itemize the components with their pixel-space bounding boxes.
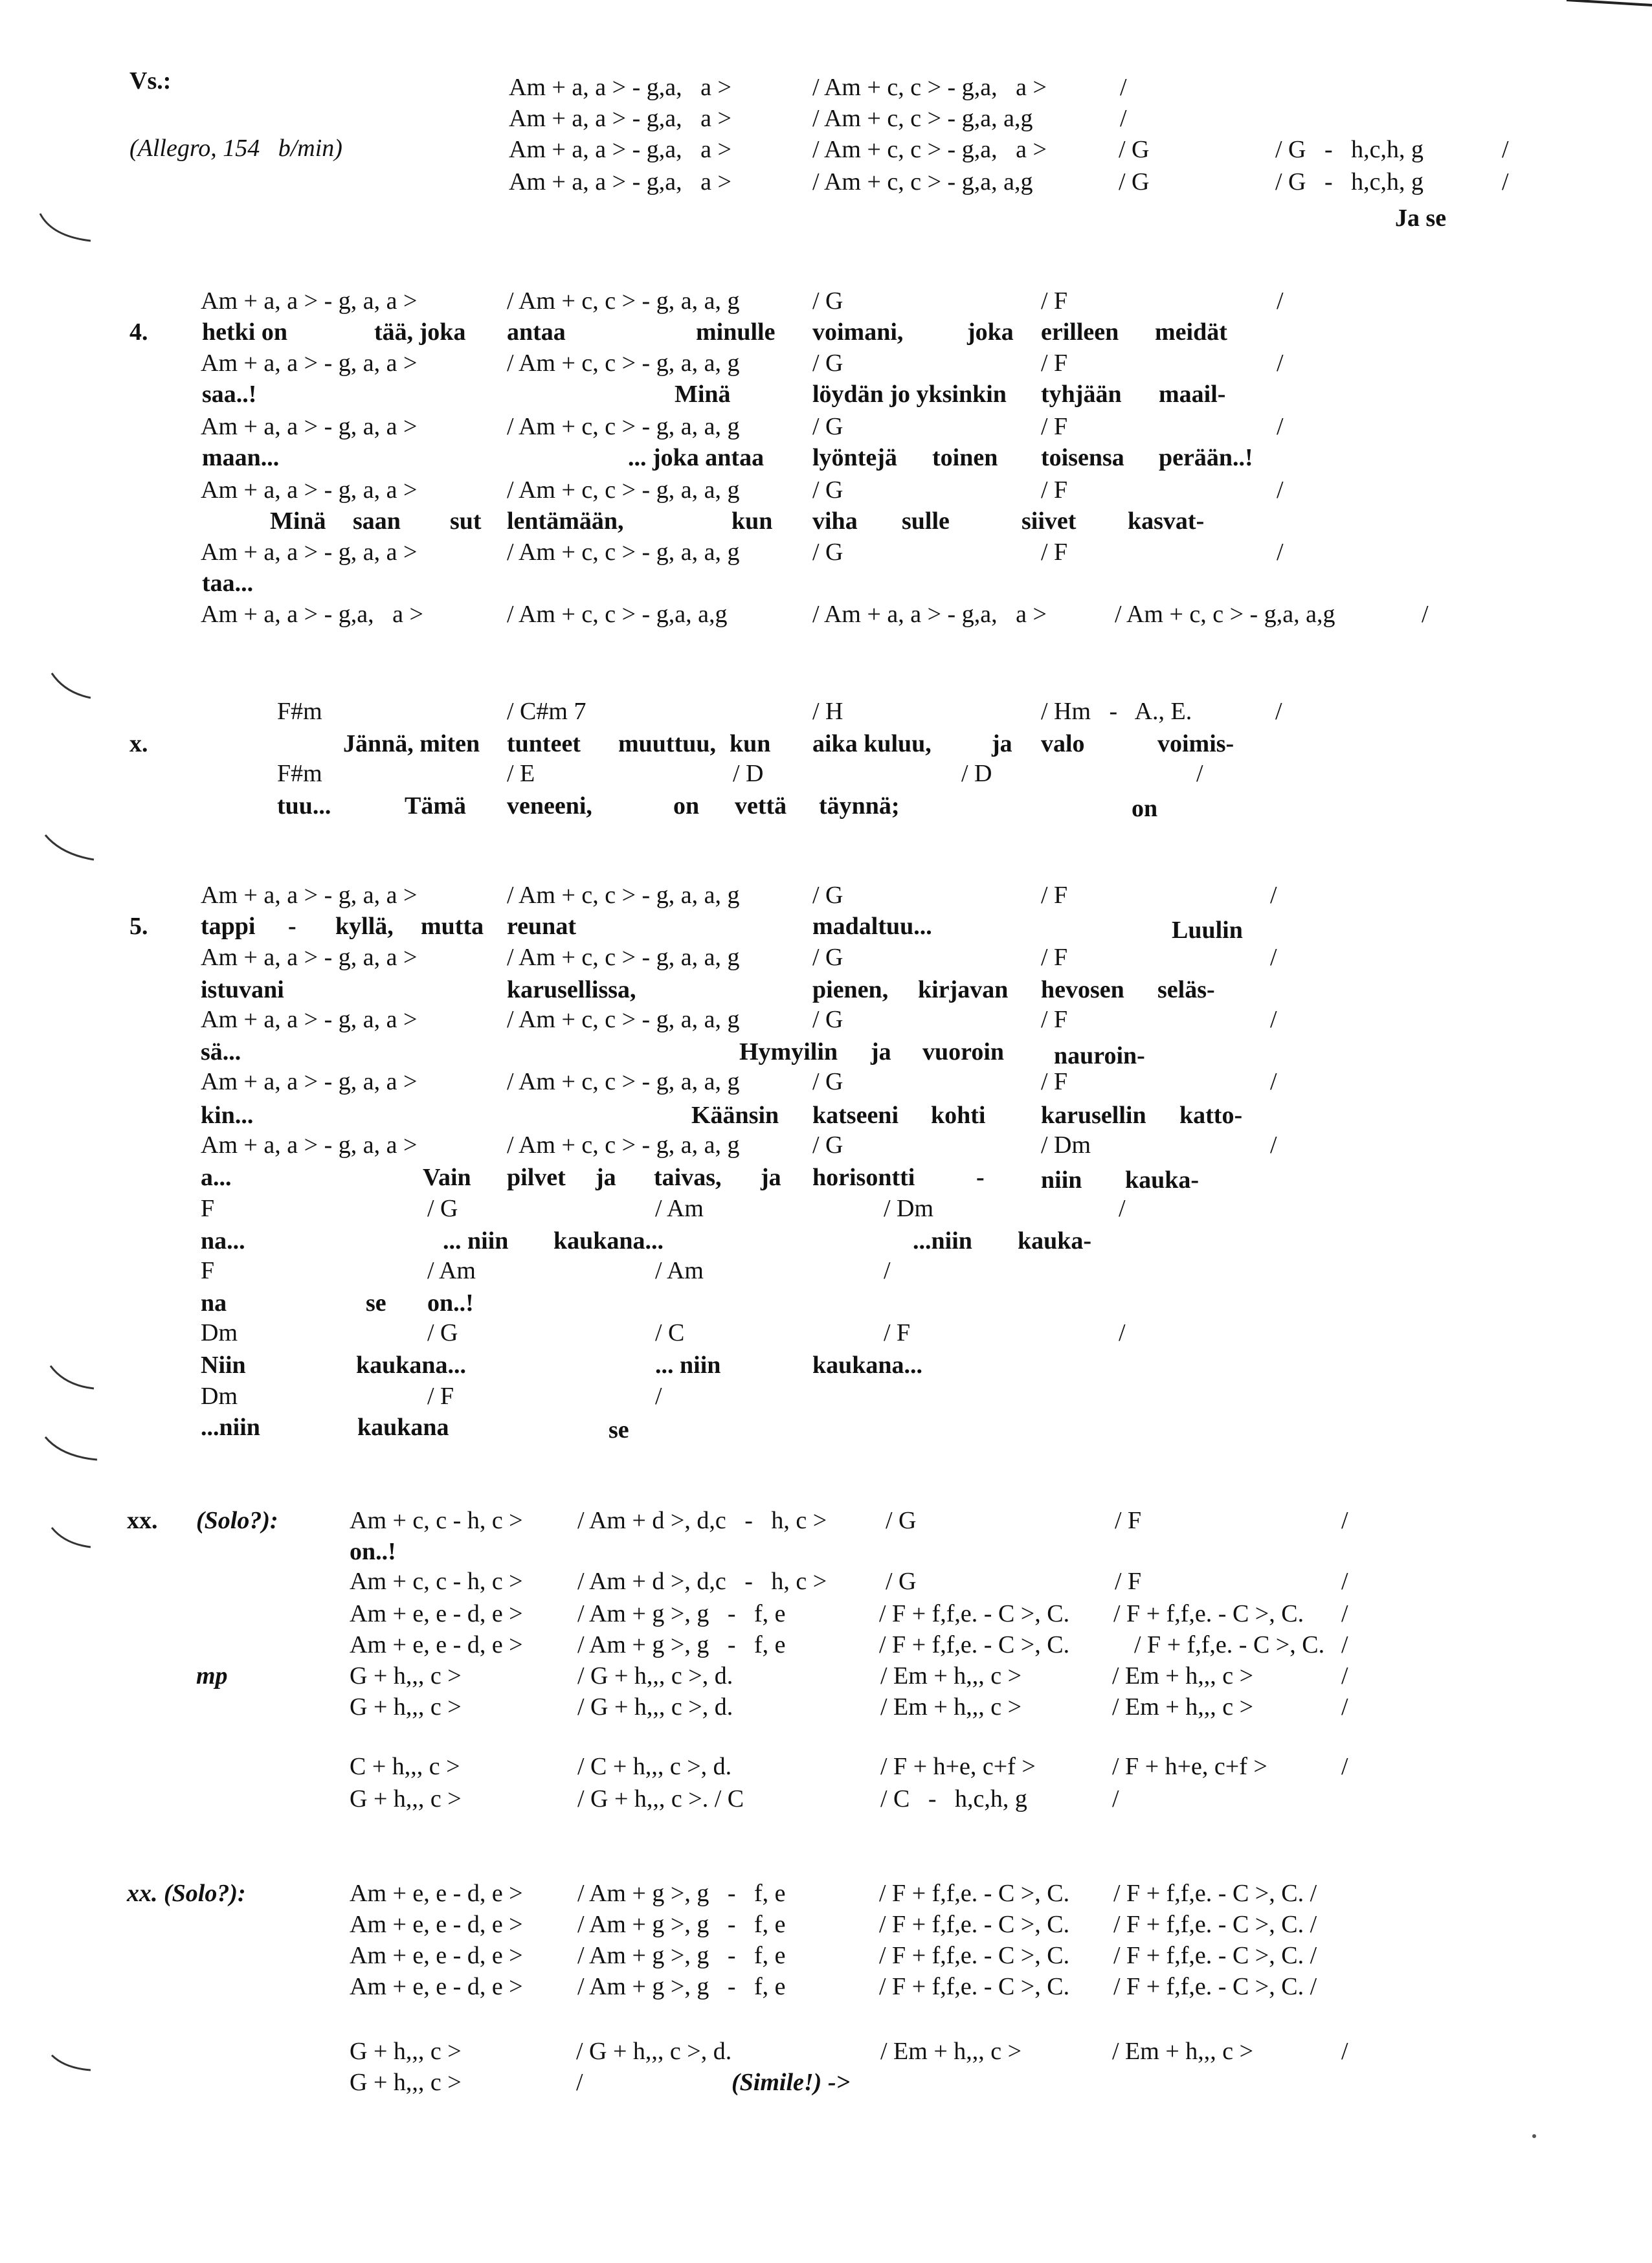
lyric-word: niin	[1041, 1166, 1082, 1194]
lyric-word: ... niin	[443, 1227, 509, 1254]
chord-cell: / F + f,f,e. - C >, C. /	[1113, 1973, 1317, 2000]
chord-cell: / Am + c, c > - g, a, a, g	[507, 539, 740, 566]
bar-line: /	[1120, 105, 1127, 132]
chord-cell: / Dm	[884, 1195, 934, 1222]
lyric-word: tappi	[201, 913, 256, 940]
bar-line: /	[1270, 944, 1277, 971]
chord-cell: / F	[1041, 1006, 1068, 1033]
lyric-word: se	[366, 1289, 386, 1317]
lyric-word: karusellin	[1041, 1102, 1146, 1129]
chord-cell: / G + h,,, c >, d.	[577, 1693, 733, 1721]
lyric-word: on	[1132, 795, 1158, 822]
lyric-word: kaukana...	[553, 1227, 664, 1254]
chord-cell: / F + h+e, c+f >	[880, 1753, 1036, 1780]
chord-cell: / G	[812, 1006, 843, 1033]
simile-marking: (Simile!) ->	[731, 2069, 851, 2096]
chord-cell: / Am + g >, g - f, e	[577, 1600, 786, 1627]
chord-cell: G + h,,, c >	[350, 2069, 462, 2096]
chord-cell: / Am + c, c > - g,a, a,g	[1115, 601, 1335, 628]
lyric-word: ja	[761, 1164, 781, 1191]
chord-cell: Am + a, a > - g, a, a >	[201, 1068, 418, 1095]
chord-cell: / F	[1115, 1568, 1142, 1595]
bar-line: /	[1341, 1600, 1348, 1627]
lyric-word: maail-	[1159, 381, 1226, 408]
chord-cell: / F	[1115, 1507, 1142, 1534]
lyric-word: antaa	[507, 318, 566, 346]
chord-cell: / F	[1041, 413, 1068, 440]
chord-cell: / Am + g >, g - f, e	[577, 1942, 786, 1969]
chord-cell: / G	[812, 350, 843, 377]
lyric-word: kin...	[201, 1102, 254, 1129]
dynamic-marking: mp	[196, 1662, 228, 1689]
chord-cell: / F + f,f,e. - C >, C. /	[1113, 1880, 1317, 1907]
lyric-word: nauroin-	[1054, 1042, 1145, 1069]
lyric-word: perään..!	[1159, 444, 1253, 471]
chord-cell: Am + e, e - d, e >	[350, 1911, 523, 1938]
chord-cell: / Am + g >, g - f, e	[577, 1631, 786, 1658]
chord-cell: / Em + h,,, c >	[880, 1693, 1022, 1721]
chord-cell: / Am + c, c > - g,a, a,g	[812, 168, 1033, 195]
bar-line: /	[1341, 2038, 1348, 2065]
chord-cell: / Am + d >, d,c - h, c >	[577, 1568, 827, 1595]
chord-cell: / Am + c, c > - g, a, a, g	[507, 944, 740, 971]
bar-line: /	[1120, 74, 1127, 101]
chord-cell: / G - h,c,h, g	[1275, 168, 1424, 195]
chord-cell: / Am + c, c > - g,a, a >	[812, 136, 1047, 163]
chord-cell: / F + f,f,e. - C >, C. /	[1113, 1911, 1317, 1938]
chord-cell: Am + a, a > - g,a, a >	[509, 168, 731, 195]
chord-cell: Am + a, a > - g, a, a >	[201, 476, 418, 504]
chord-cell: Am + e, e - d, e >	[350, 1973, 523, 2000]
chord-cell: / G	[812, 882, 843, 909]
chord-cell: / Am + c, c > - g,a, a >	[812, 74, 1047, 101]
lyric-word: na...	[201, 1227, 245, 1254]
bar-line: /	[1502, 136, 1509, 163]
lyric-word: Luulin	[1172, 917, 1243, 944]
chord-cell: / F + f,f,e. - C >, C. /	[1113, 1942, 1317, 1969]
chord-cell: / F	[884, 1319, 911, 1346]
chord-cell: / Am + c, c > - g,a, a,g	[812, 105, 1033, 132]
chord-cell: / G + h,,, c >, d.	[577, 1662, 733, 1689]
lyric-word: toisensa	[1041, 444, 1124, 471]
lyric-word: Hymyilin	[739, 1038, 838, 1065]
lyric-word: erilleen	[1041, 318, 1119, 346]
chord-cell: / Am + a, a > - g,a, a >	[812, 601, 1047, 628]
chord-cell: / Am + c, c > - g, a, a, g	[507, 287, 740, 315]
chord-cell: F#m	[277, 698, 322, 725]
lyric-word: kaukana	[357, 1414, 449, 1441]
chord-cell: F	[201, 1257, 215, 1284]
chord-cell: / G	[1119, 136, 1150, 163]
lyric-word: reunat	[507, 913, 576, 940]
lyric-word: kohti	[931, 1102, 986, 1129]
chord-cell: Am + a, a > - g, a, a >	[201, 882, 418, 909]
chord-cell: / D	[961, 760, 992, 787]
lyric-pickup: Ja se	[1395, 205, 1447, 232]
lyric-word: lentämään,	[507, 507, 624, 535]
lyric-word: kaukana...	[356, 1352, 467, 1379]
chord-cell: / Em + h,,, c >	[1112, 1662, 1254, 1689]
chord-cell: Am + e, e - d, e >	[350, 1942, 523, 1969]
chord-cell: / Am	[655, 1195, 704, 1222]
bar-line: /	[1341, 1568, 1348, 1595]
bar-line: /	[1277, 413, 1284, 440]
chord-cell: / F	[427, 1383, 454, 1410]
lyric-word: ...niin	[201, 1414, 260, 1441]
chord-cell: / F + f,f,e. - C >, C.	[879, 1973, 1070, 2000]
lyric-word: vuoroin	[922, 1038, 1005, 1065]
lyric-word: muuttuu,	[618, 730, 716, 757]
section-label-vs: Vs.:	[129, 67, 172, 95]
lyric-word: mutta	[421, 913, 484, 940]
bar-line: /	[1270, 1132, 1277, 1159]
lyric-word: aika kuluu,	[812, 730, 932, 757]
chord-cell: / Am + c, c > - g, a, a, g	[507, 882, 740, 909]
chord-cell: Am + a, a > - g, a, a >	[201, 944, 418, 971]
lyric-word: kun	[731, 507, 773, 535]
chord-cell: Am + a, a > - g, a, a >	[201, 350, 418, 377]
chord-cell: F	[201, 1195, 215, 1222]
bar-line: /	[1119, 1195, 1126, 1222]
lyric-word: ... niin	[655, 1352, 721, 1379]
chord-cell: Am + e, e - d, e >	[350, 1600, 523, 1627]
lyric-word: sä...	[201, 1038, 241, 1065]
chord-cell: / G	[427, 1319, 458, 1346]
chord-cell: Am + a, a > - g,a, a >	[509, 74, 731, 101]
lyric-word: hevosen	[1041, 976, 1124, 1003]
chord-cell: / G - h,c,h, g	[1275, 136, 1424, 163]
lyric-word: Niin	[201, 1352, 246, 1379]
chord-cell: / G	[812, 1068, 843, 1095]
chord-cell: / F	[1041, 287, 1068, 315]
chord-cell: Am + a, a > - g,a, a >	[201, 601, 423, 628]
chord-cell: / F + h+e, c+f >	[1112, 1753, 1267, 1780]
lyric-word: ...niin	[913, 1227, 972, 1254]
lyric-word: Minä	[675, 381, 731, 408]
lyric-word: on	[673, 792, 700, 819]
lyric-word: se	[608, 1416, 629, 1444]
chord-cell: G + h,,, c >	[350, 2038, 462, 2065]
lyric-word: ja	[992, 730, 1012, 757]
lyric-word: kasvat-	[1128, 507, 1205, 535]
chord-cell: Am + e, e - d, e >	[350, 1631, 523, 1658]
lyric-word: valo	[1041, 730, 1085, 757]
lyric-pickup: on..!	[350, 1538, 396, 1565]
lyric-word: karusellissa,	[507, 976, 636, 1003]
chord-cell: / Dm	[1041, 1132, 1091, 1159]
section-label-x: x.	[129, 730, 148, 757]
bar-line: /	[1277, 539, 1284, 566]
section-subtitle-solo: (Solo?):	[196, 1507, 278, 1534]
lyric-word: kaukana...	[812, 1352, 923, 1379]
lyric-word: sut	[450, 507, 482, 535]
bar-line: /	[1196, 760, 1203, 787]
lyric-word: madaltuu...	[812, 913, 932, 940]
lyric-word: kauka-	[1018, 1227, 1092, 1254]
lyric-word: kauka-	[1125, 1166, 1200, 1194]
bar-line: /	[1119, 1319, 1126, 1346]
chord-cell: / Am	[655, 1257, 704, 1284]
lyric-word: a...	[201, 1164, 232, 1191]
chord-cell: / F + f,f,e. - C >, C.	[879, 1631, 1070, 1658]
lyric-word: Vain	[423, 1164, 471, 1191]
chord-cell: Dm	[201, 1383, 238, 1410]
lyric-word: kun	[730, 730, 771, 757]
lyric-word: minulle	[696, 318, 776, 346]
lyric-word: katseeni	[812, 1102, 899, 1129]
chord-cell: G + h,,, c >	[350, 1662, 462, 1689]
lyric-word: lyöntejä	[812, 444, 897, 471]
chord-cell: Dm	[201, 1319, 238, 1346]
lyric-word: pienen,	[812, 976, 889, 1003]
section-label-4: 4.	[129, 318, 148, 346]
lyric-word: voimis-	[1157, 730, 1234, 757]
chord-cell: / D	[733, 760, 764, 787]
chord-cell: Am + e, e - d, e >	[350, 1880, 523, 1907]
section-label-xx-solo: xx. (Solo?):	[127, 1880, 246, 1907]
chord-cell: / F + f,f,e. - C >, C.	[1134, 1631, 1325, 1658]
lyric-word: tunteet	[507, 730, 581, 757]
lyric-word: saan	[353, 507, 401, 535]
chord-cell: / F	[1041, 882, 1068, 909]
bar-line: /	[576, 2069, 583, 2096]
lyric-word: pilvet	[507, 1164, 566, 1191]
chord-cell: / C - h,c,h, g	[880, 1785, 1027, 1812]
chord-cell: / F + f,f,e. - C >, C.	[879, 1880, 1070, 1907]
tempo-marking: (Allegro, 154 b/min)	[129, 135, 342, 162]
chord-cell: / G + h,,, c >. / C	[577, 1785, 744, 1812]
bar-line: /	[1341, 1753, 1348, 1780]
bar-line: /	[1112, 1785, 1119, 1812]
lyric-word: istuvani	[201, 976, 284, 1003]
chord-cell: / Am + c, c > - g, a, a, g	[507, 476, 740, 504]
chord-cell: / Am + c, c > - g, a, a, g	[507, 1068, 740, 1095]
lyric-word: ... joka antaa	[628, 444, 765, 471]
chord-cell: / C	[655, 1319, 685, 1346]
chord-cell: Am + c, c - h, c >	[350, 1568, 523, 1595]
chord-cell: Am + a, a > - g, a, a >	[201, 1006, 418, 1033]
chord-cell: / H	[812, 698, 843, 725]
bar-line: /	[1277, 476, 1284, 504]
chord-cell: / G	[427, 1195, 458, 1222]
chord-cell: / G	[812, 539, 843, 566]
chord-cell: / Am + c, c > - g, a, a, g	[507, 1006, 740, 1033]
bar-line: /	[1341, 1662, 1348, 1689]
bar-line: /	[1502, 168, 1509, 195]
chord-cell: / G	[886, 1568, 917, 1595]
lyric-word: on..!	[427, 1289, 474, 1317]
chord-cell: / F	[1041, 476, 1068, 504]
lyric-word: toinen	[932, 444, 998, 471]
lyric-word: siivet	[1021, 507, 1077, 535]
bar-line: /	[1277, 350, 1284, 377]
lyric-word: katto-	[1179, 1102, 1243, 1129]
chord-cell: / G	[812, 413, 843, 440]
chord-cell: / G	[812, 944, 843, 971]
chord-cell: / Em + h,,, c >	[880, 2038, 1022, 2065]
lyric-word: ja	[596, 1164, 616, 1191]
chord-cell: / Am + c, c > - g, a, a, g	[507, 413, 740, 440]
chord-cell: Am + a, a > - g, a, a >	[201, 1132, 418, 1159]
lyric-word: tää, joka	[374, 318, 466, 346]
lyric-word: voimani,	[812, 318, 904, 346]
chord-cell: / Am + c, c > - g, a, a, g	[507, 1132, 740, 1159]
lyric-word: Tämä	[405, 792, 466, 819]
chord-cell: / Am	[427, 1257, 476, 1284]
chord-cell: Am + a, a > - g, a, a >	[201, 287, 418, 315]
chord-cell: / Am + g >, g - f, e	[577, 1973, 786, 2000]
chord-cell: / F	[1041, 944, 1068, 971]
bar-line: /	[1341, 1693, 1348, 1721]
chord-cell: / F + f,f,e. - C >, C.	[879, 1600, 1070, 1627]
chord-cell: / G + h,,, c >, d.	[576, 2038, 732, 2065]
lyric-word: joka	[967, 318, 1014, 346]
chord-cell: / F	[1041, 350, 1068, 377]
chord-cell: / G	[812, 1132, 843, 1159]
chord-cell: / Em + h,,, c >	[1112, 2038, 1254, 2065]
lyric-word: sulle	[902, 507, 950, 535]
lyric-word: kyllä,	[335, 913, 394, 940]
lyric-word: tuu...	[277, 792, 331, 819]
chord-cell: / F + f,f,e. - C >, C.	[879, 1911, 1070, 1938]
bar-line: /	[1341, 1631, 1348, 1658]
lyric-word: taivas,	[654, 1164, 722, 1191]
chord-cell: Am + c, c - h, c >	[350, 1507, 523, 1534]
lyric-word: -	[288, 913, 296, 940]
chord-cell: Am + a, a > - g,a, a >	[509, 105, 731, 132]
lyric-word: na	[201, 1289, 227, 1317]
lyric-word: taa...	[202, 570, 254, 597]
chord-cell: / F + f,f,e. - C >, C.	[1113, 1600, 1304, 1627]
bar-line: /	[1270, 1068, 1277, 1095]
chord-cell: / G	[1119, 168, 1150, 195]
lyric-word: Minä	[270, 507, 326, 535]
chord-cell: / Am + c, c > - g,a, a,g	[507, 601, 728, 628]
chord-cell: Am + a, a > - g, a, a >	[201, 413, 418, 440]
bar-line: /	[1277, 287, 1284, 315]
lyric-word: maan...	[202, 444, 280, 471]
lyric-word: veneeni,	[507, 792, 592, 819]
lyric-word: saa..!	[202, 381, 257, 408]
lyric-word: Käänsin	[691, 1102, 779, 1129]
lyric-word: löydän jo yksinkin	[812, 381, 1007, 408]
chord-cell: / F	[1041, 539, 1068, 566]
chord-cell: / Em + h,,, c >	[880, 1662, 1022, 1689]
lyric-word: hetki on	[202, 318, 287, 346]
chord-cell: / F	[1041, 1068, 1068, 1095]
chord-cell: / Am + g >, g - f, e	[577, 1911, 786, 1938]
section-label-xx: xx.	[127, 1507, 158, 1534]
chord-cell: / Am + g >, g - f, e	[577, 1880, 786, 1907]
lyric-word: horisontti	[812, 1164, 915, 1191]
chord-cell: F#m	[277, 760, 322, 787]
chord-cell: / G	[812, 476, 843, 504]
chord-cell: G + h,,, c >	[350, 1693, 462, 1721]
chord-cell: Am + a, a > - g, a, a >	[201, 539, 418, 566]
lyric-word: viha	[812, 507, 858, 535]
chord-cell: G + h,,, c >	[350, 1785, 462, 1812]
chord-cell: / C + h,,, c >, d.	[577, 1753, 732, 1780]
chord-cell: / Em + h,,, c >	[1112, 1693, 1254, 1721]
chord-cell: / Hm - A., E.	[1041, 698, 1192, 725]
chord-cell: / Am + d >, d,c - h, c >	[577, 1507, 827, 1534]
bar-line: /	[1422, 601, 1429, 628]
lyric-word: tyhjään	[1041, 381, 1122, 408]
chord-cell: / G	[812, 287, 843, 315]
lyric-word: täynnä;	[819, 792, 900, 819]
chord-cell: / F + f,f,e. - C >, C.	[879, 1942, 1070, 1969]
lyric-word: ja	[871, 1038, 891, 1065]
bar-line: /	[1270, 1006, 1277, 1033]
lyric-word: Jännä, miten	[343, 730, 480, 757]
chord-cell: / G	[886, 1507, 917, 1534]
section-label-5: 5.	[129, 913, 148, 940]
chord-cell: / Am + c, c > - g, a, a, g	[507, 350, 740, 377]
bar-line: /	[1341, 1507, 1348, 1534]
lyric-word: vettä	[735, 792, 787, 819]
lyric-word: -	[976, 1164, 985, 1191]
bar-line: /	[655, 1383, 662, 1410]
chord-cell: C + h,,, c >	[350, 1753, 460, 1780]
lyric-word: meidät	[1155, 318, 1227, 346]
chord-cell: Am + a, a > - g,a, a >	[509, 136, 731, 163]
lyric-word: seläs-	[1157, 976, 1215, 1003]
bar-line: /	[1270, 882, 1277, 909]
bar-line: /	[1275, 698, 1282, 725]
chord-cell: / E	[507, 760, 535, 787]
chord-cell: / C#m 7	[507, 698, 586, 725]
bar-line: /	[884, 1257, 891, 1284]
lyric-word: kirjavan	[918, 976, 1009, 1003]
